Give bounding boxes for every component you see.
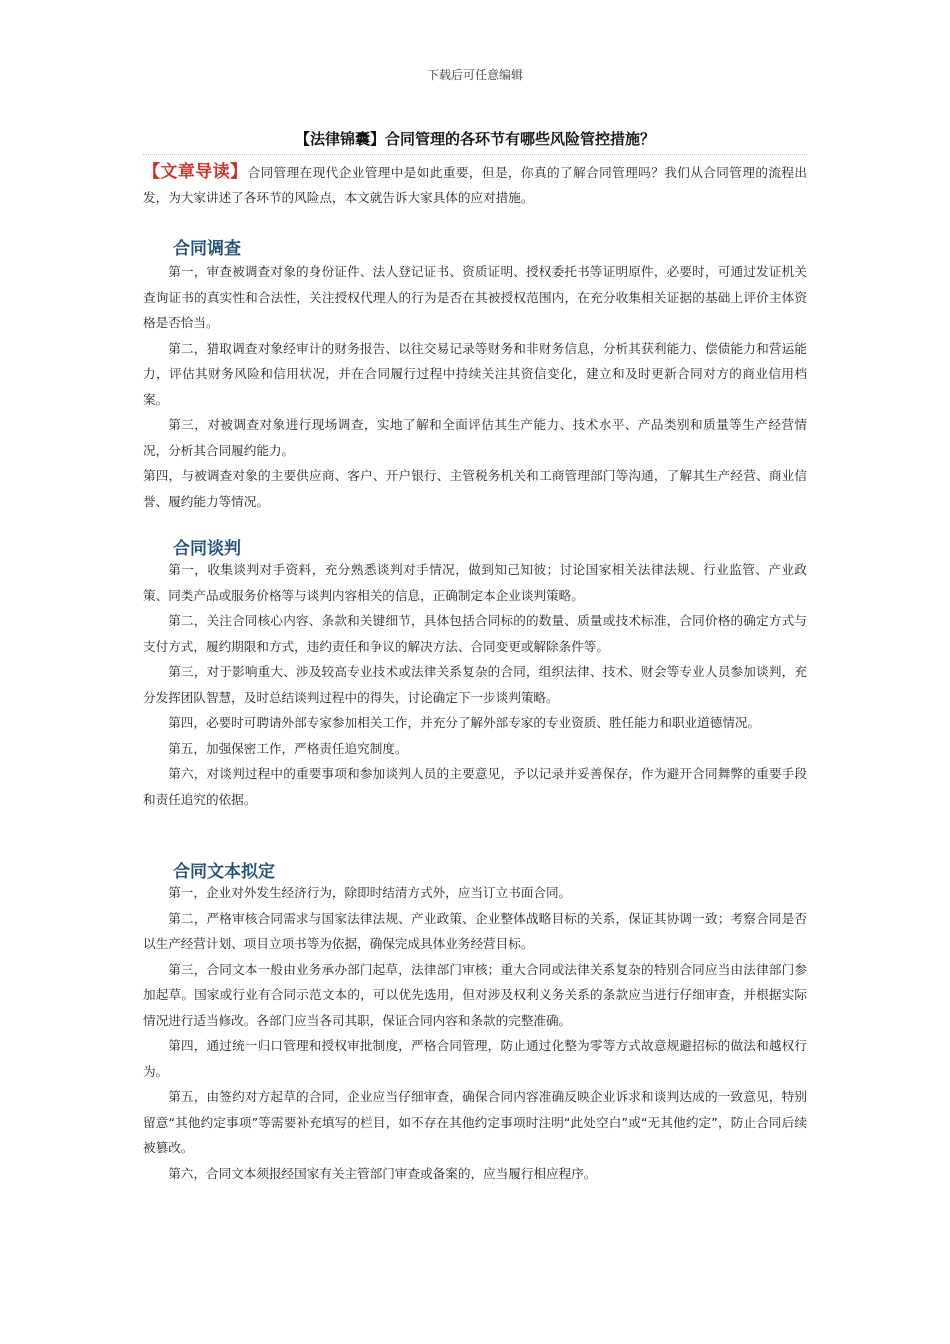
paragraph: 第一，收集谈判对手资料，充分熟悉谈判对手情况，做到知己知彼；讨论国家相关法律法规、行业监管、产业政策、同类产品或服务价格等与谈判内容相关的信息，正确制定本企业谈判策略。 <box>143 562 807 603</box>
document-title: 【法律锦囊】合同管理的各环节有哪些风险管控措施？ <box>294 130 655 148</box>
paragraph: 第二，关注合同核心内容、条款和关键细节，具体包括合同标的的数量、质量或技术标准，合同价格的确定方式与支付方式，履约期限和方式，违约责任和争议的解决方法、合同变更或解除条件等。 <box>143 613 807 654</box>
paragraph: 第五，由签约对方起草的合同，企业应当仔细审查，确保合同内容准确反映企业诉求和谈判达成的一致意见，特别留意“其他约定事项”等需要补充填写的栏目，如不存在其他约定事项时注明“此处空白”或“无其他约定”，防止合同后续被篡改。 <box>143 1089 807 1155</box>
paragraph: 第一，企业对外发生经济行为，除即时结清方式外，应当订立书面合同。 <box>168 885 572 900</box>
section-body-contract-drafting <box>143 880 807 1186</box>
paragraph: 第四，与被调查对象的主要供应商、客户、开户银行、主管税务机关和工商管理部门等沟通，了解其生产经营、商业信誉、履约能力等情况。 <box>143 468 807 509</box>
paragraph: 第四，必要时可聘请外部专家参加相关工作，并充分了解外部专家的专业资质、胜任能力和职业道德情况。 <box>168 715 761 730</box>
paragraph: 第六，对谈判过程中的重要事项和参加谈判人员的主要意见，予以记录并妥善保存，作为避开合同舞弊的重要手段和责任追究的依据。 <box>143 766 807 807</box>
paragraph: 第一，审查被调查对象的身份证件、法人登记证书、资质证明、授权委托书等证明原件，必要时，可通过发证机关查询证书的真实性和合法性，关注授权代理人的行为是否在其被授权范围内，在充分收集相关证据的基础上评价主体资格是否恰当。 <box>143 264 807 330</box>
section-body-contract-negotiation <box>143 557 807 812</box>
paragraph: 第三，对被调查对象进行现场调查，实地了解和全面评估其生产能力、技术水平、产品类别和质量等生产经营情况，分析其合同履约能力。 <box>143 417 807 458</box>
intro-tag: 【文章导读】 <box>143 162 248 182</box>
paragraph: 第二，猎取调查对象经审计的财务报告、以往交易记录等财务和非财务信息，分析其获利能力、偿债能力和营运能力，评估其财务风险和信用状况，并在合同履行过程中持续关注其资信变化，建立和及时更新合同对方的商业信用档案。 <box>143 340 807 407</box>
section-title-contract-drafting: 合同文本拟定 <box>173 862 275 882</box>
header-note: 下载后可任意编辑 <box>426 68 523 82</box>
intro-paragraph <box>143 160 807 210</box>
paragraph: 第三，对于影响重大、涉及较高专业技术或法律关系复杂的合同，组织法律、技术、财会等专业人员参加谈判，充分发挥团队智慧，及时总结谈判过程中的得失，讨论确定下一步谈判策略。 <box>143 664 807 705</box>
title-divider <box>143 154 807 155</box>
paragraph: 第六，合同文本须报经国家有关主管部门审查或备案的，应当履行相应程序。 <box>168 1165 597 1181</box>
section-body-contract-investigation <box>143 259 807 514</box>
section-title-contract-negotiation: 合同谈判 <box>173 539 241 559</box>
section-title-contract-investigation: 合同调查 <box>173 239 241 259</box>
paragraph: 第四，通过统一归口管理和授权审批制度，严格合同管理，防止通过化整为零等方式故意规避招标的做法和越权行为。 <box>143 1038 807 1079</box>
paragraph: 第五，加强保密工作，严格责任追究制度。 <box>168 740 408 756</box>
paragraph: 第三，合同文本一般由业务承办部门起草，法律部门审核；重大合同或法律关系复杂的特别合同应当由法律部门参加起草。国家或行业有合同示范文本的，可以优先选用，但对涉及权利义务关系的条款应当进行仔细审查，并根据实际情况进行适当修改。各部门应当各司其职，保证合同内容和条款的完整准确。 <box>143 961 807 1028</box>
intro-text: 合同管理在现代企业管理中是如此重要，但是，你真的了解合同管理吗？我们从合同管理的流程出发，为大家讲述了各环节的风险点，本文就告诉大家具体的应对措施。 <box>143 165 808 205</box>
paragraph: 第二，严格审核合同需求与国家法律法规、产业政策、企业整体战略目标的关系，保证其协调一致；考察合同是否以生产经营计划、项目立项书等为依据，确保完成具体业务经营目标。 <box>143 910 807 951</box>
